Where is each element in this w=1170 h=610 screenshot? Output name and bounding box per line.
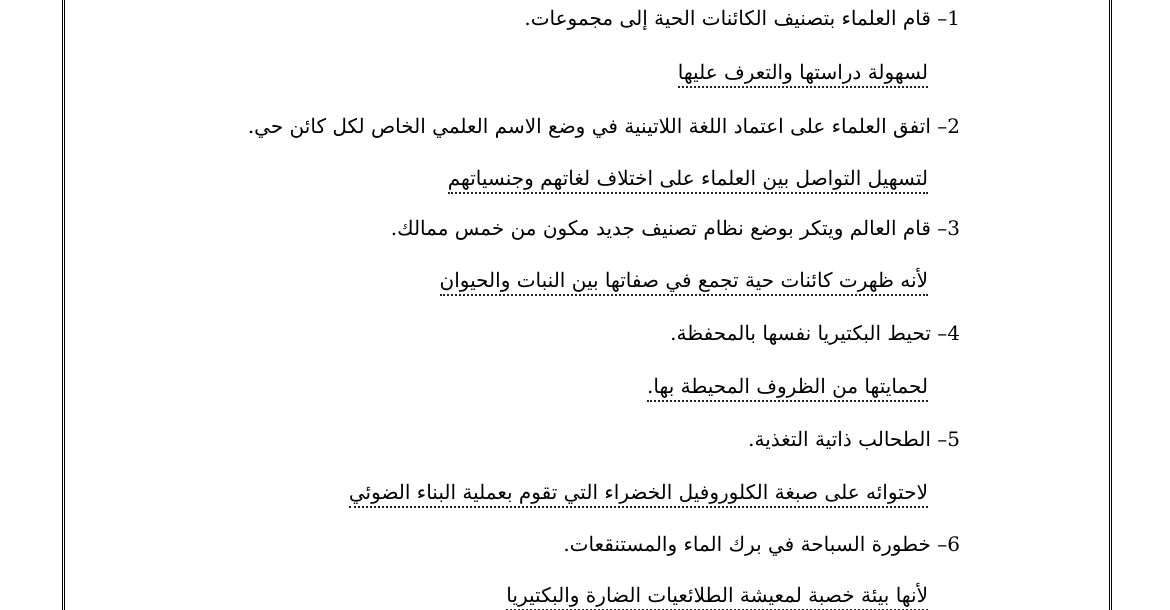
answer-3: لأنه ظهرت كائنات حية تجمع في صفاتها بين النبات والحيوان bbox=[440, 268, 928, 292]
question-1: 1– قام العلماء بتصنيف الكائنات الحية إلى مجموعات. bbox=[524, 6, 960, 30]
question-4: 4– تحيط البكتيريا نفسها بالمحفظة. bbox=[670, 321, 960, 345]
question-5: 5– الطحالب ذاتية التغذية. bbox=[748, 427, 960, 451]
answer-6: لأنها بيئة خصبة لمعيشة الطلائعيات الضارة والبكتيريا bbox=[506, 583, 928, 607]
answer-4: لحمايتها من الظروف المحيطة بها. bbox=[647, 374, 928, 398]
answer-5: لاحتوائه على صبغة الكلوروفيل الخضراء التي تقوم بعملية البناء الضوئي bbox=[349, 480, 928, 504]
answer-2: لتسهيل التواصل بين العلماء على اختلاف لغاتهم وجنسياتهم bbox=[448, 166, 928, 190]
question-3: 3– قام العالم ويتكر بوضع نظام تصنيف جديد مكون من خمس ممالك. bbox=[390, 216, 960, 240]
answer-1: لسهولة دراستها والتعرف عليها bbox=[678, 60, 928, 84]
question-6: 6– خطورة السباحة في برك الماء والمستنقعات. bbox=[563, 532, 960, 556]
question-2: 2– اتفق العلماء على اعتماد اللغة اللاتينية في وضع الاسم العلمي الخاص لكل كائن حي. bbox=[247, 114, 960, 138]
page-border bbox=[62, 0, 1112, 610]
